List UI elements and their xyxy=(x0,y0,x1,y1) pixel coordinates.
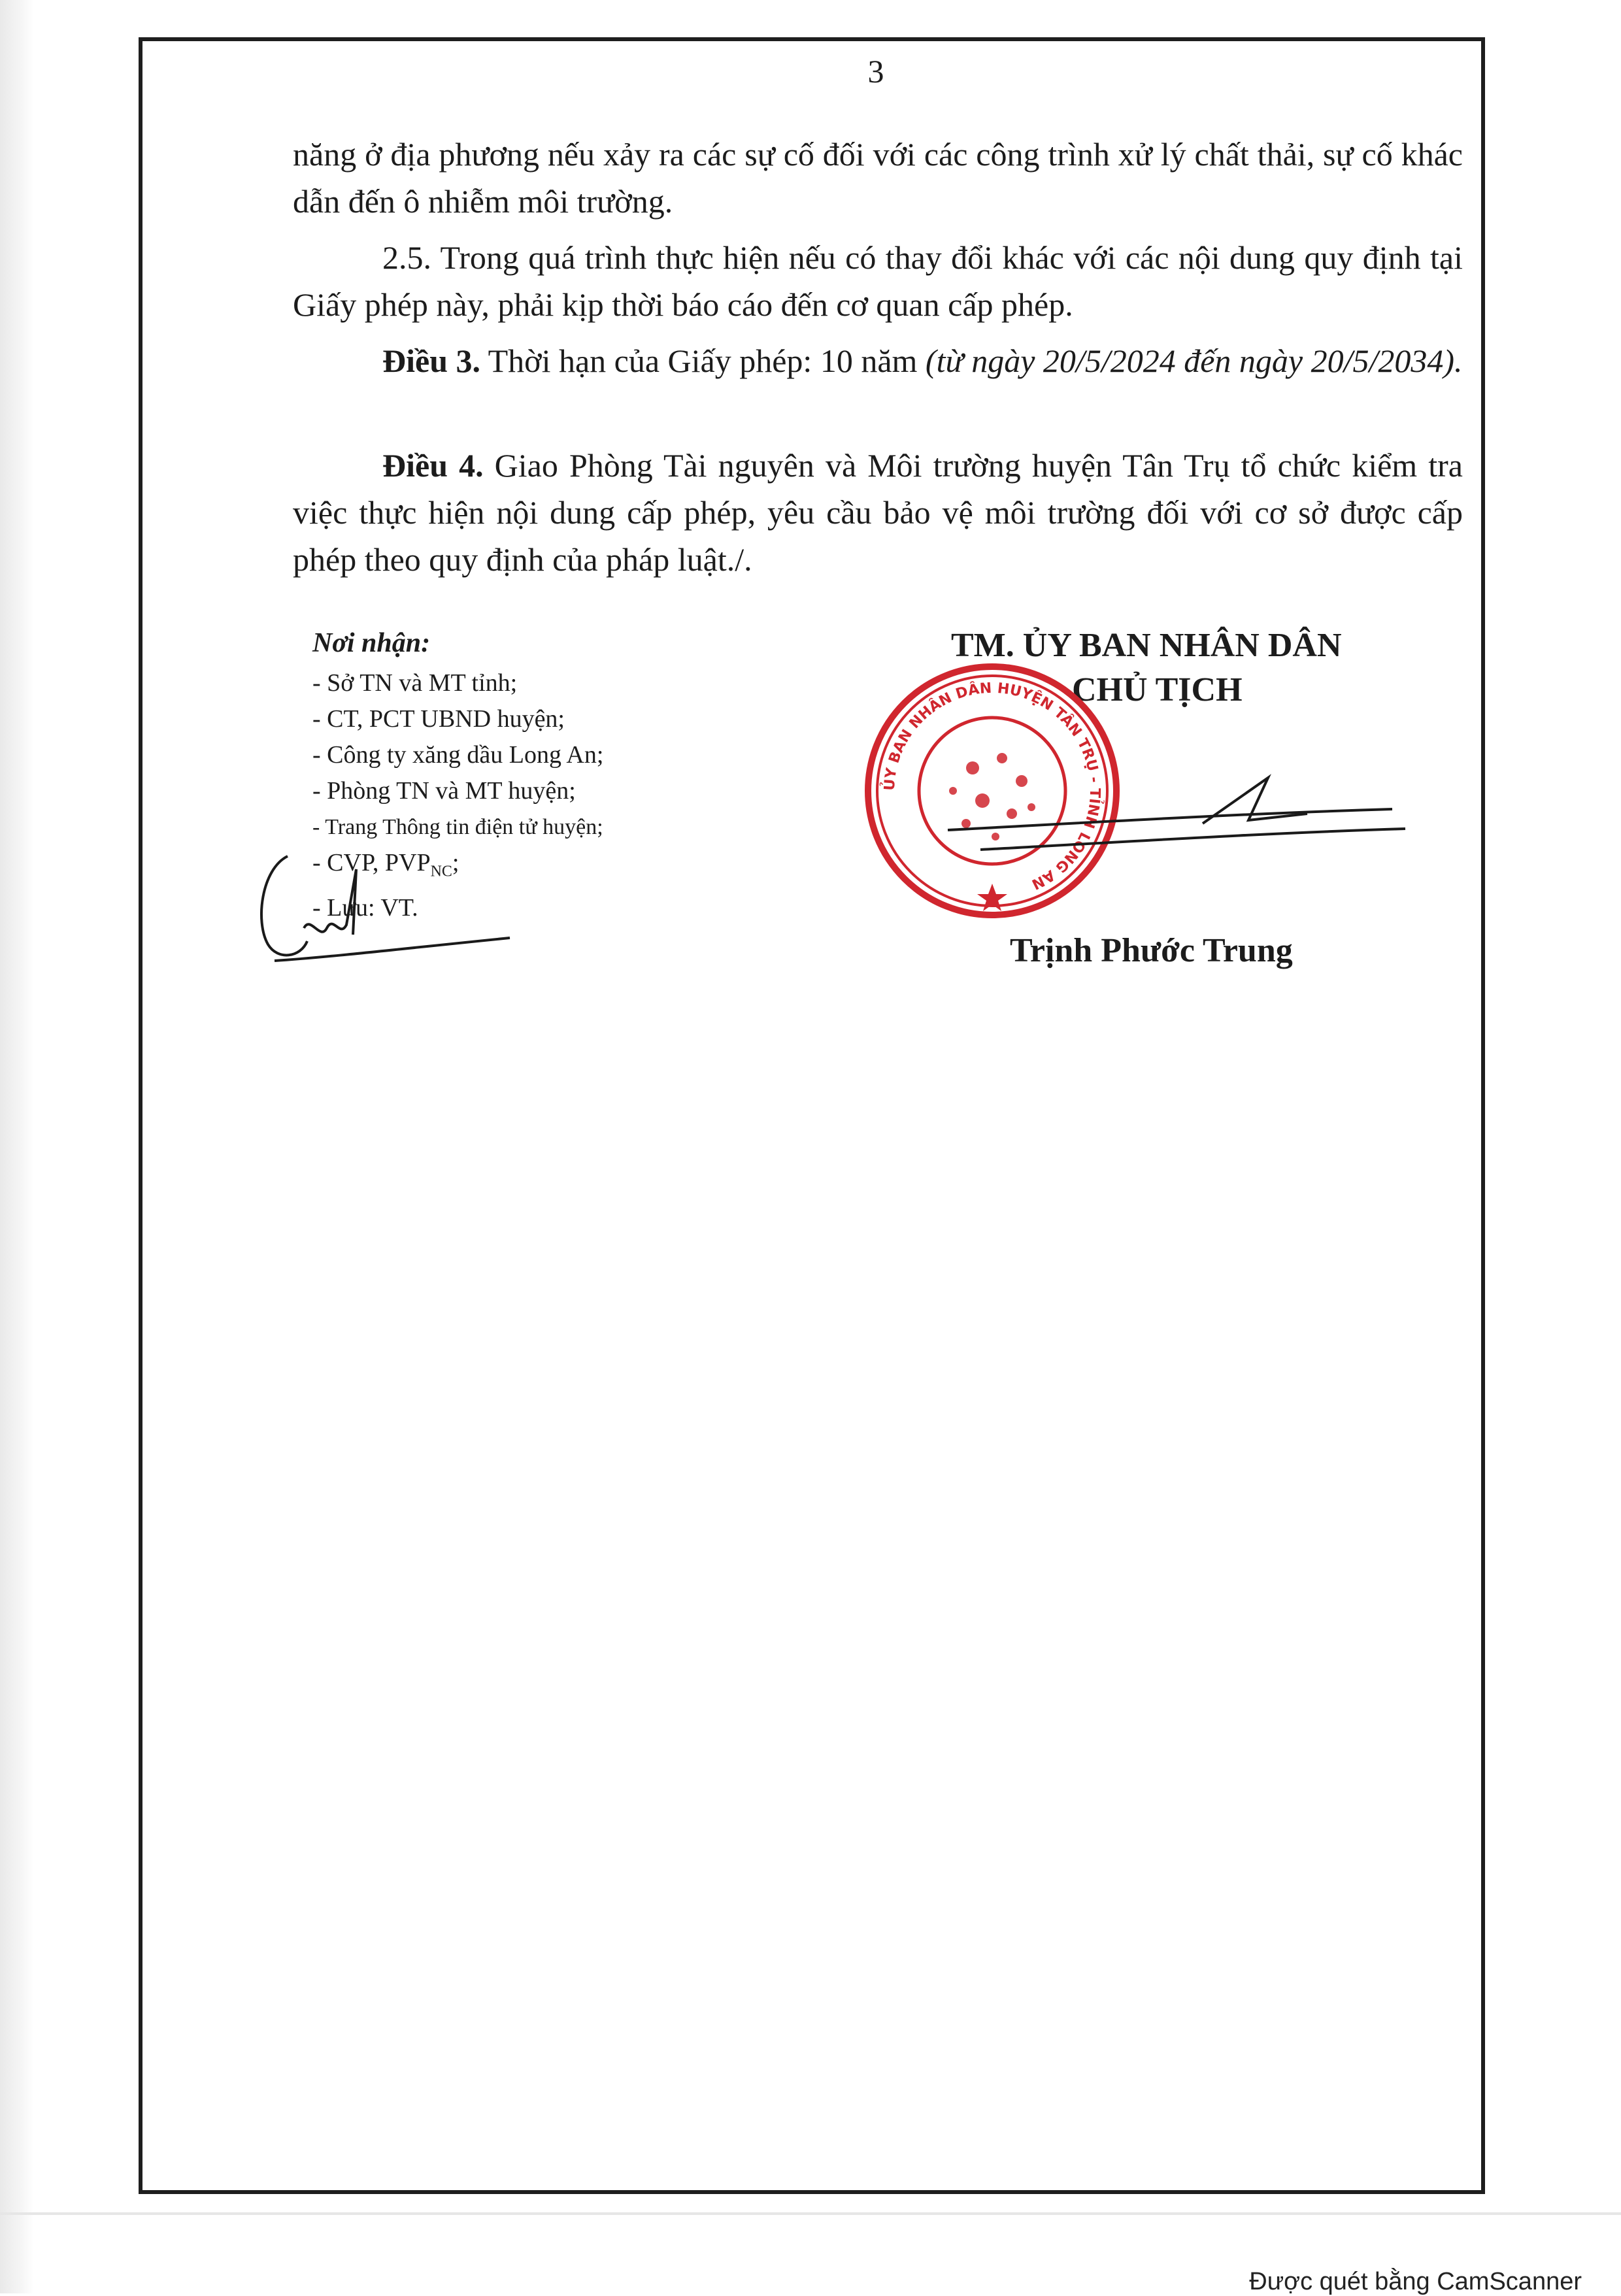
handwritten-signature xyxy=(941,752,1412,882)
article-date-range: (từ ngày 20/5/2024 đến ngày 20/5/2034). xyxy=(925,342,1463,379)
article-text: Thời hạn của Giấy phép: 10 năm xyxy=(480,342,926,379)
seal-text: ỦY BAN NHÂN DÂN HUYỆN TÂN TRỤ - TỈNH LONG AN xyxy=(881,680,1103,893)
signer-title: CHỦ TỊCH xyxy=(1072,671,1243,708)
signer-name: Trịnh Phước Trung xyxy=(1010,932,1293,969)
recipient-item: - CT, PCT UBND huyện; xyxy=(312,705,565,733)
recipients-title: Nơi nhận: xyxy=(312,628,431,658)
recipient-item: - Sở TN và MT tỉnh; xyxy=(312,669,518,697)
signer-organization: TM. ỦY BAN NHÂN DÂN xyxy=(951,627,1342,664)
article-4 xyxy=(293,442,1463,583)
article-text: Giao Phòng Tài nguyên và Môi trường huyện Tân Trụ tổ chức kiểm tra việc thực hiện nội dung cấp phép, yêu cầu bảo vệ môi trường đối với cơ sở được cấp phép theo quy định của pháp luật./. xyxy=(293,447,1463,578)
scan-bottom-line xyxy=(0,2212,1621,2215)
recipient-subscript: NC xyxy=(430,863,452,880)
recipient-item: - Công ty xăng dầu Long An; xyxy=(312,741,604,769)
recipient-item: - Phòng TN và MT huyện; xyxy=(312,777,576,805)
recipient-text: - CVP, PVP xyxy=(312,849,431,876)
article-3 xyxy=(293,337,1463,384)
paragraph-text: năng ở địa phương nếu xảy ra các sự cố đối với các công trình xử lý chất thải, sự cố khác dẫn đến ô nhiễm môi trường. xyxy=(293,136,1463,220)
page-number: 3 xyxy=(867,53,884,90)
paragraph-2-5 xyxy=(293,234,1463,328)
recipient-punct: ; xyxy=(452,849,460,876)
scan-edge xyxy=(0,0,34,2293)
paragraph-continuation xyxy=(293,131,1463,225)
scanner-watermark: Được quét bằng CamScanner xyxy=(1249,2268,1582,2295)
article-label: Điều 3. xyxy=(382,342,480,379)
paragraph-text: 2.5. Trong quá trình thực hiện nếu có thay đổi khác với các nội dung quy định tại Giấy phép này, phải kịp thời báo cáo đến cơ quan cấp phép. xyxy=(293,239,1463,323)
recipient-item: - Trang Thông tin điện tử huyện; xyxy=(312,815,603,839)
article-label: Điều 4. xyxy=(382,447,484,484)
handwritten-initials xyxy=(248,830,523,974)
recipient-item: - Lưu: VT. xyxy=(312,893,418,922)
